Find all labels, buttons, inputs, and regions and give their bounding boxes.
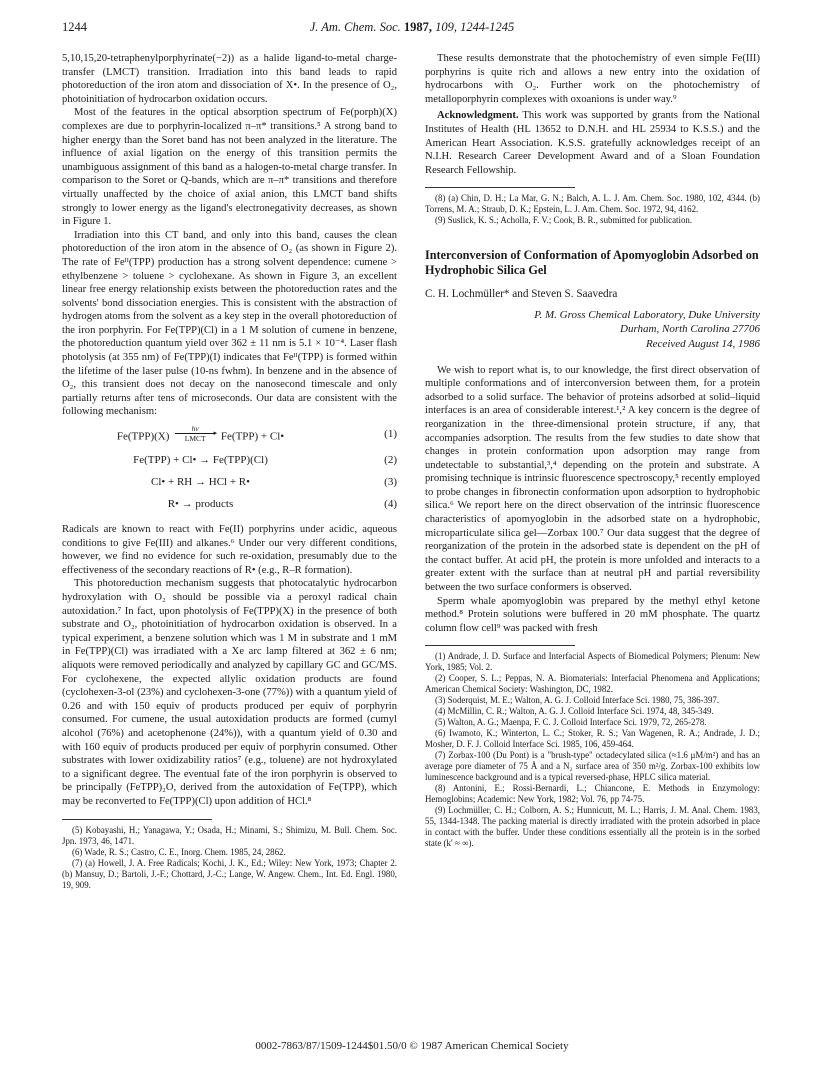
page-footer: 0002-7863/87/1509-1244$01.50/0 © 1987 American Chemical Society bbox=[255, 1040, 569, 1052]
reference-9: (9) Lochmüller, C. H.; Colborn, A. S.; Hunnicutt, M. L.; Harris, J. M. Anal. Chem. 1983, 55, 1344-1348. The packing material is directly irradiated with the protein adsorbed in place in contact with the buffer. Under these conditions essentially all the protein is in the sorbed state (k′ ≈ ∞). bbox=[425, 805, 760, 849]
affiliation-line-2: Durham, North Carolina 27706 bbox=[620, 322, 760, 335]
reference-5: (5) Walton, A. G.; Maenpa, F. C. J. Colloid Interface Sci. 1979, 72, 265-278. bbox=[435, 717, 707, 728]
footnote-9: (9) Suslick, K. S.; Acholla, F. V.; Cook, B. R., submitted for publication. bbox=[435, 215, 693, 226]
left-paragraph-3: Irradiation into this CT band, and only into this band, causes the clean photoreduction of the iron atom in the absence of O₂ (as shown in Figure 2). The rate of Feᴵᴵ(TPP) production has a strong solvent dependence: cumene > ethylbenzene > toluene > cyclohexane. As shown in Figure 3, an excellent linear free energy relationship exists between the photoreduction rates and the solvents' bond dissociation energies. This is consistent with the abstraction of hydrogen atoms from the solvent as a key step in the overall photoreduction of the iron porphyrin. For Fe(TPP)(Cl) in a 1 M solution of cumene in benzene, the photoreduction quantum yield over 362 ± 11 nm is 5.1 × 10⁻⁴. Laser flash photolysis (at 355 nm) of Fe(TPP)(I) indicates that Feᴵᴵ(TPP) is formed within the lifetime of the laser pulse (10-ns fwhm). In benzene and in the absence of O₂, this transient does not decay on the nanosecond timescale and only partially returns after tens of microseconds. Our data are consistent with the following mechanism: bbox=[62, 229, 397, 418]
equation-2-number: (2) bbox=[384, 454, 397, 467]
equation-2-text: Fe(TPP) + Cl• → Fe(TPP)(Cl) bbox=[133, 454, 268, 467]
footnote-6: (6) Wade, R. S.; Castro, C. E., Inorg. Chem. 1985, 24, 2862. bbox=[72, 846, 286, 857]
mechanism-equations bbox=[62, 425, 397, 517]
acknowledgment bbox=[425, 109, 760, 177]
left-paragraph-1: 5,10,15,20-tetraphenylporphyrinate(−2)) as a halide ligand-to-metal charge-transfer (LMCT) transition. Irradiation into this band leads to rapid photoreduction of the iron atom and dissociation of X•. In the presence of O₂, photoinitiation of hydrocarbon oxidation occurs. bbox=[62, 53, 397, 105]
arrow-label-bottom: LMCT bbox=[184, 434, 206, 444]
journal-citation bbox=[62, 20, 762, 35]
equation-4-number: (4) bbox=[384, 498, 397, 511]
reference-6: (6) Iwamoto, K.; Winterton, L. C.; Stoker, R. S.; Van Wagenen, R. A.; Andrade, J. D.; Mosher, D. F. J. Colloid Interface Sci. 1985, 106, 459-464. bbox=[425, 728, 760, 750]
right-column bbox=[425, 52, 760, 849]
acknowledgment-heading: Acknowledgment. bbox=[437, 110, 519, 122]
reaction-arrow bbox=[175, 424, 218, 444]
right-paragraph-3: Sperm whale apomyoglobin was prepared by the methyl ethyl ketone method.⁸ Protein solutions were buffered in 20 mM phosphate. The quartz column flow cell⁹ was packed with fresh bbox=[425, 595, 760, 634]
author-affiliation bbox=[425, 308, 760, 336]
left-paragraph-4: Radicals are known to react with Fe(II) porphyrins under acidic, aqueous conditions to give Fe(III) and alkanes.⁶ Under our very different conditions, however, we find no evidence for such re-oxidation, presumably due to the effectiveness of the secondary reactions of R• (e.g., R–R formation). bbox=[62, 524, 397, 576]
left-column bbox=[62, 52, 397, 891]
equation-1 bbox=[62, 425, 397, 451]
equation-2 bbox=[62, 451, 397, 473]
equation-3-text: Cl• + RH → HCl + R• bbox=[151, 476, 250, 489]
arrow-head-icon: ▸ bbox=[213, 429, 218, 438]
equation-1-rhs: Fe(TPP) + Cl• bbox=[220, 430, 285, 443]
article-title: Interconversion of Conformation of Apomyoglobin Adsorbed on Hydrophobic Silica Gel bbox=[425, 248, 759, 278]
reference-8: (8) Antonini, E.; Rossi-Bernardi, L.; Chiancone, E. Methods in Enzymology: Hemoglobins; Academic: New York, 1982; Vol. 76, pp 74-75. bbox=[425, 783, 760, 805]
article-authors: C. H. Lochmüller* and Steven S. Saavedra bbox=[425, 288, 618, 301]
equation-3 bbox=[62, 473, 397, 495]
received-date: Received August 14, 1986 bbox=[645, 337, 760, 350]
journal-name: J. Am. Chem. Soc. bbox=[309, 20, 401, 34]
equation-4 bbox=[62, 495, 397, 517]
reference-4: (4) McMillin, C. R.; Walton, A. G. J. Colloid Interface Sci. 1974, 48, 345-349. bbox=[435, 706, 714, 717]
reference-3: (3) Soderquist, M. E.; Walton, A. G. J. Colloid Interface Sci. 1980, 75, 386-397. bbox=[435, 695, 720, 706]
reference-2: (2) Cooper, S. L.; Peppas, N. A. Biomaterials: Interfacial Phenomena and Applications; American Chemical Society: Washington, DC, 1982. bbox=[425, 673, 760, 695]
footnote-5: (5) Kobayashi, H.; Yanagawa, Y.; Osada, H.; Minami, S.; Shimizu, M. Bull. Chem. Soc. Jpn. 1973, 46, 1471. bbox=[62, 824, 397, 846]
journal-year: 1987, bbox=[403, 20, 433, 34]
equation-1-number: (1) bbox=[384, 428, 397, 441]
right-paragraph-2: We wish to report what is, to our knowledge, the first direct observation of multiple conformations and of interconversion between them, for a protein adsorbed to a solid surface. The behavior of proteins adsorbed at solid–liquid interfaces is an area of considerable interest.¹,² A key concern is the degree of reorganization in the three-dimensional protein structure, if any, that accompanies adsorption. The results from the few studies to date show that changes in protein conformation upon adsorption may range from undetectable to substantial,³,⁴ depending on the protein and substrate. A promising technique is intrinsic fluorescence spectroscopy,⁵ recently employed to probe changes in fibronectin conformation upon adsorption to hydrophobic silica.⁶ We report here on the direct observation of the intrinsic fluorescence characteristics of apomyoglobin in the adsorbed state on a hydrophobic, microparticulate silica gel—Zorbax 100.⁷ Our data suggest that the degree of reorganization of the protein in the adsorbed state is dependent on the pH of the contact buffer. At acid pH, the protein is more unfolded and interacts to a greater extent with the surface than at neutral pH and partial reversibility between the two surface conformers is observed. bbox=[425, 364, 760, 594]
affiliation-line-1: P. M. Gross Chemical Laboratory, Duke University bbox=[534, 308, 760, 321]
journal-volume-pages: 109, 1244-1245 bbox=[435, 20, 515, 34]
footnote-8: (8) (a) Chin, D. H.; La Mar, G. N.; Balch, A. L. J. Am. Chem. Soc. 1980, 102, 4344. (b) Torrens, M. A.; Straub, D. K.; Epstein, L. J. Am. Chem. Soc. 1972, 94, 4162. bbox=[425, 193, 760, 215]
footnote-divider bbox=[425, 187, 575, 188]
equation-3-number: (3) bbox=[384, 476, 397, 489]
equation-4-text: R• → products bbox=[167, 498, 234, 511]
page-number: 1244 bbox=[62, 20, 87, 34]
arrow-label-top: hν bbox=[191, 424, 199, 434]
acknowledgment-text: This work was supported by grants from the National Institutes of Health (HL 13652 to D.N.H. and HL 25934 to K.S.S.) and the American Heart Association. K.S.S. gratefully acknowledges receipt of an N.I.H. Research Career Development Award and of a Sloan Foundation Research Fellowship. bbox=[425, 110, 760, 176]
left-paragraph-5: This photoreduction mechanism suggests that photocatalytic hydrocarbon hydroxylation with O₂ should be possible via a peroxyl radical chain autoxidation.⁷ In fact, upon photolysis of Fe(TPP)(X) in the presence of both substrate and O₂, photoinitiation of hydrocarbon oxidation is observed. In a typical experiment, a benzene solution which was 1 M in substrate and 1 mM in Fe(TPP)(Cl) was irradiated with a Xe arc lamp filtered at 362 ± 6 nm; aliquots were removed periodically and analyzed by capillary GC and GC/MS. For cyclohexene, the expected allylic oxidation products are found (cyclohexen-3-ol (23%) and cyclohexen-3-one (77%)) with a quantum yield of 0.26 and with 150 equiv of products produced per equiv of porphyrin consumed. For cumene, the usual autoxidation products are formed (cumyl alcohol (76%) and acetophenone (24%)), with a quantum yield of 0.30 and with 160 equiv of products produced per equiv of porphyrin consumed. Other substrates with lower oxidizability ratios⁷ (e.g., toluene) are not hydroxylated to a significant degree. The eventual fate of the iron porphyrin is observed to be principally (FeTPP)₂O, derived from the autoxidation of Fe(TPP), which may be reconverted to Fe(TPP)(Cl) upon addition of HCl.⁸ bbox=[62, 578, 397, 807]
running-header bbox=[62, 20, 762, 38]
right-paragraph-1: These results demonstrate that the photochemistry of even simple Fe(III) porphyrins is quite rich and allows a new entry into the oxidation of hydrocarbons with O₂. Further work on the photochemistry of metalloporphyrin complexes with oxoanions is under way.⁹ bbox=[425, 53, 760, 105]
reference-7: (7) Zorbax-100 (Du Pont) is a "brush-type" octadecylated silica (≈1.6 μM/m²) and has an average pore diameter of 75 Å and a N₂ surface area of 350 m²/g. Zorbax-100 exhibits low luminescence background and is a typical reversed-phase, HPLC silica material. bbox=[425, 750, 760, 783]
footnote-divider bbox=[62, 819, 212, 820]
left-paragraph-2: Most of the features in the optical absorption spectrum of Fe(porph)(X) complexes are due to porphyrin-localized π–π* transitions.⁵ A strong band to higher energy than the Soret band has not been analyzed in the literature. The influence of axial ligation on the energy of this transition permits the unambiguous assignment of this band as a halogen-to-metal charge transfer. In comparison to the Soret or Q-bands, which are π–π* transitions and therefore virtually unaffected by the choice of axial anion, this LMCT band shifts strongly to lower energy as the ligand's electronegativity decreases, as shown in Figure 1. bbox=[62, 107, 397, 228]
footnote-7: (7) (a) Howell, J. A. Free Radicals; Kochi, J. K., Ed.; Wiley: New York, 1973; Chapter 2. (b) Mansuy, D.; Bartoli, J.-F.; Chottard, J.-C.; Lange, W. Angew. Chem., Int. Ed. Engl. 1980, 19, 909. bbox=[62, 857, 397, 890]
equation-1-lhs: Fe(TPP)(X) bbox=[116, 430, 170, 443]
reference-1: (1) Andrade, J. D. Surface and Interfacial Aspects of Biomedical Polymers; Plenum: New York, 1985; Vol. 2. bbox=[425, 651, 760, 673]
footnote-divider bbox=[425, 645, 575, 646]
